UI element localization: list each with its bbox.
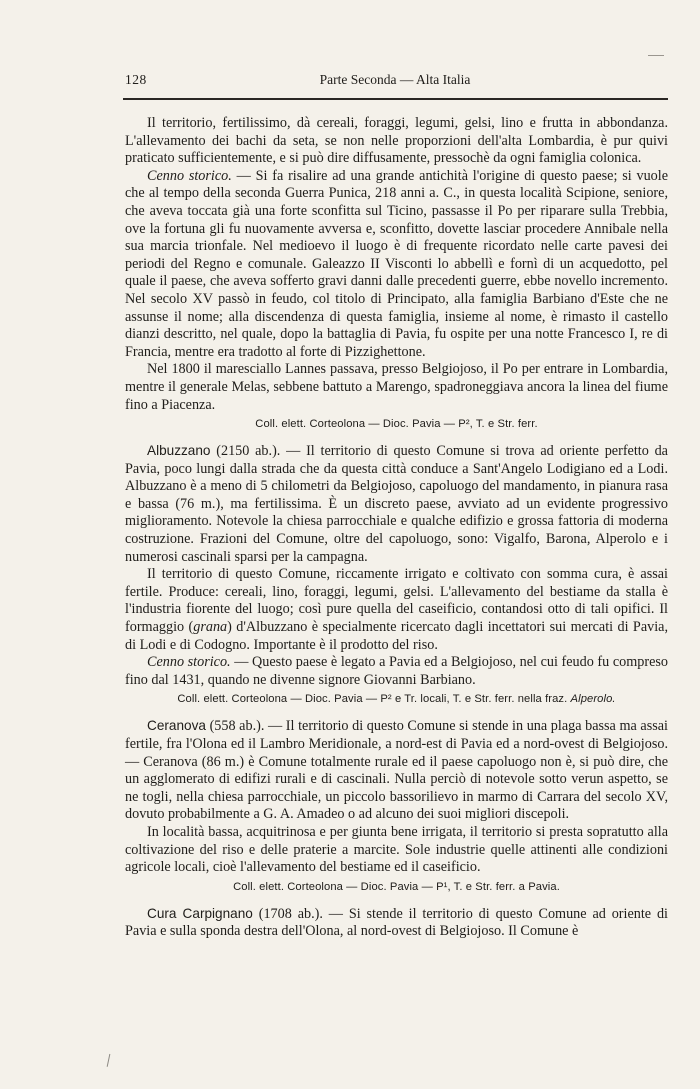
- albuzzano-cenno-text: — Questo paese è legato a Pavia ed a Belgiojoso, nel cui feudo fu compreso fino dal 1431, quando ne divenne signore Giovanni Barbiano.: [125, 654, 669, 688]
- intro-coll-line: Coll. elett. Corteolona — Dioc. Pavia — P², T. e Str. ferr.: [255, 418, 538, 431]
- margin-mark: [648, 55, 664, 56]
- albuzzano-paragraph-2: [125, 566, 668, 654]
- margin-tick: [107, 1054, 112, 1067]
- page-number: 128: [125, 72, 147, 87]
- albuzzano-text-2b: ) d'Albuzzano è specialmente ricercato dagli incettatori sui mercati di Pavia, di Lodi e di Codogno. Importante è il prodotto del riso.: [125, 619, 669, 653]
- ceranova-text-1: (558 ab.). — Il territorio di questo Comune si stende in una plaga bassa ma assai fertile, fra l'Olona ed il Lambro Meridionale, a nord-est di Pavia ed a nord-ovest di Belgiojoso. — Ceranova (86 m.) è Comune totalmente rurale ed il paese capoluogo non è, si può dire, che un agglomerato di edifizi rurali e di cascinali. Nulla perciò di notevole sotto verun aspetto, se ne togli, nella chiesa parrocchiale, un piccolo bassorilievo in marmo di Carrara del secolo XV, dovuto probabilmente a G. A. Amadeo o ad alcuno dei suoi migliori discepoli.: [125, 718, 668, 823]
- albuzzano-text-2a: Il territorio di questo Comune, riccamente irrigato e coltivato con somma cura, è assai fertile. Produce: cereali, lino, foraggi, legumi, gelsi. L'allevamento del bestiame da stalla è l'industria fiorente del luogo; così pure quella del caseificio, contandosi otto di tali opifici. Il formaggio (: [125, 566, 668, 636]
- intro-paragraph-1: Il territorio, fertilissimo, dà cereali, foraggi, legumi, gelsi, lino e frutta in abbondanza. L'allevamento dei bachi da seta, se non nelle proporzioni dell'alta Lombardia, è pur quivi praticato sufficientemente, e si può dire diffusamente, pressochè da ogni famiglia colonica.: [125, 115, 668, 167]
- cenno-storico-label: Cenno storico.: [147, 167, 232, 184]
- albuzzano-text-1: (2150 ab.). — Il territorio di questo Comune si trova ad oriente perfetto da Pavia, poco lungi dalla strada che da questa città conduce a Sant'Angelo Lodigiano ed a Lodi. Albuzzano è a meno di 5 chilometri da Belgiojoso, capoluogo del mandamento, in pianura rasa e bassa (76 m.), ma fertilissima. È un discreto paese, avviato ad un evidente progressivo miglioramento. Notevole la chiesa parrocchiale e qualche edifizio e grossa fattoria di moderna costruzione. Frazioni del Comune, oltre del capoluogo, sono: Vigalfo, Barona, Alperolo e i numerosi cascinali sparsi per la campagna.: [125, 443, 668, 565]
- cura-carpignano-paragraph: [125, 905, 668, 941]
- albuzzano-coll-line: [125, 691, 668, 707]
- albuzzano-coll-text: Coll. elett. Corteolona — Dioc. Pavia — P² e Tr. locali, T. e Str. ferr. nella fraz.: [177, 693, 571, 706]
- cenno-storico-text: — Si fa risalire ad una grande antichità l'origine di questo paese; si vuole che al tempo della seconda Guerra Punica, 218 anni a. C., in questa località Scipione, seniore, che aveva toccata già una forte sconfitta sul Ticino, passasse il Po per riparare sulla Trebbia, ove la fortuna gli fu nuovamente avversa e, sconfitto, dovette lasciar procedere Annibale nella sua marcia trionfale. Nel medioevo il luogo è di frequente ricordato nelle carte pavesi dei periodi del Regno e comunale. Galeazzo II Visconti lo abbellì e fornì di un acquedotto, pel quale il paese, che aveva sofferto gravi danni dalle precedenti guerre, ebbe novello incremento. Nel secolo XV passò in feudo, col titolo di Principato, alla famiglia Barbiano d'Este che ne assunse il nome; alla discendenza di questa famiglia, insieme al nome, è rimasto il castello dianzi descritto, nel quale, dopo la battaglia di Pavia, fu ospite per una notte Francesco I, re di Francia, mentre era tradotto al forte di Pizzighettone.: [125, 167, 669, 360]
- ceranova-heading: Ceranova: [147, 718, 206, 734]
- running-header: [125, 72, 665, 92]
- intro-paragraph-2: [125, 168, 668, 362]
- albuzzano-heading: Albuzzano: [147, 443, 211, 459]
- header-rule: [123, 98, 668, 100]
- albuzzano-cenno-label: Cenno storico.: [147, 654, 231, 671]
- page-body: [125, 115, 668, 941]
- alperolo-term: Alperolo.: [570, 693, 616, 706]
- running-title: Parte Seconda — Alta Italia: [319, 72, 471, 87]
- ceranova-paragraph-1: [125, 717, 668, 824]
- ceranova-coll-line: Coll. elett. Corteolona — Dioc. Pavia — P¹, T. e Str. ferr. a Pavia.: [233, 880, 560, 893]
- ceranova-paragraph-2: In località bassa, acquitrinosa e per giunta bene irrigata, il territorio si presta sopratutto alla coltivazione del riso e delle praterie a marcite. Sole industrie quelle attinenti alle condizioni agricole locali, cioè l'allevamento del bestiame ed il caseificio.: [125, 823, 668, 876]
- cura-carpignano-heading: Cura Carpignano: [147, 905, 253, 921]
- grana-term: grana: [193, 619, 228, 636]
- albuzzano-paragraph-3: [125, 654, 668, 689]
- cura-carpignano-text: (1708 ab.). — Si stende il territorio di questo Comune ad oriente di Pavia e sulla sponda destra dell'Olona, al nord-ovest di Belgiojoso. Il Comune è: [125, 905, 668, 940]
- albuzzano-paragraph-1: [125, 442, 668, 566]
- intro-paragraph-3: Nel 1800 il maresciallo Lannes passava, presso Belgiojoso, il Po per entrare in Lombardia, mentre il generale Melas, sebbene battuto a Marengo, spadroneggiava ancora la linea del fiume fino a Piacenza.: [125, 361, 668, 413]
